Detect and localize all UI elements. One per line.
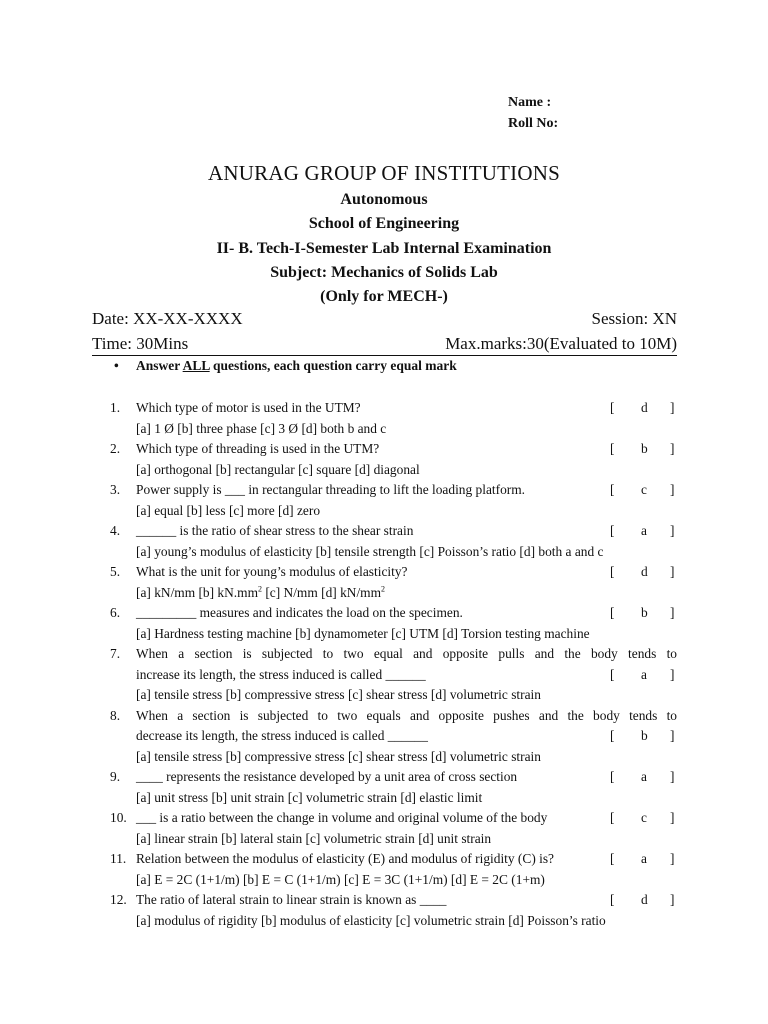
options-part-1: [a] kN/mm [b] kN.mm — [136, 584, 258, 600]
answer-value: a — [641, 523, 647, 538]
question-list — [0, 398, 768, 931]
answer-value: d — [641, 400, 648, 415]
answer-value: a — [641, 851, 647, 866]
exam-time: Time: 30Mins — [92, 334, 189, 353]
exam-header — [0, 158, 768, 309]
answer-open-bracket: [ — [610, 605, 615, 620]
answer-open-bracket: [ — [610, 851, 615, 866]
question-item — [0, 706, 768, 768]
question-number: 4. — [110, 523, 121, 538]
question-item — [0, 603, 768, 644]
question-text: Which type of threading is used in the UTM? — [136, 441, 380, 456]
answer-open-bracket: [ — [610, 441, 615, 456]
question-text: Which type of motor is used in the UTM? — [136, 400, 361, 415]
question-item — [0, 808, 768, 849]
roll-no-label: Roll No: — [508, 116, 559, 131]
question-number: 5. — [110, 564, 121, 579]
question-number: 7. — [110, 646, 121, 661]
answer-value: c — [641, 810, 647, 825]
question-item — [0, 849, 768, 890]
answer-close-bracket: ] — [670, 523, 675, 538]
answer-open-bracket: [ — [610, 482, 615, 497]
answer-open-bracket: [ — [610, 769, 615, 784]
answer-open-bracket: [ — [610, 523, 615, 538]
question-item — [0, 644, 768, 706]
answer-value: d — [641, 564, 648, 579]
answer-value: c — [641, 482, 647, 497]
options-part-2: [c] N/mm [d] kN/mm — [261, 584, 381, 600]
answer-close-bracket: ] — [670, 605, 675, 620]
answer-open-bracket: [ — [610, 564, 615, 579]
question-options: [a] Hardness testing machine [b] dynamometer [c] UTM [d] Torsion testing machine — [136, 625, 590, 641]
exam-date: Date: XX-XX-XXXX — [92, 309, 243, 328]
question-text: Relation between the modulus of elasticity (E) and modulus of rigidity (C) is? — [136, 851, 554, 866]
answer-open-bracket: [ — [610, 810, 615, 825]
answer-close-bracket: ] — [670, 482, 675, 497]
question-item — [0, 767, 768, 808]
answer-open-bracket: [ — [610, 892, 615, 907]
question-options: [a] modulus of rigidity [b] modulus of elasticity [c] volumetric strain [d] Poisson’s ratio — [136, 912, 606, 928]
question-number: 8. — [110, 707, 121, 723]
question-options: [a] E = 2C (1+1/m) [b] E = C (1+1/m) [c] E = 3C (1+1/m) [d] E = 2C (1+m) — [136, 871, 545, 887]
question-text: _________ measures and indicates the load on the specimen. — [136, 605, 463, 620]
answer-open-bracket: [ — [610, 400, 615, 415]
answer-value: a — [641, 666, 647, 682]
header-line-autonomous: Autonomous — [340, 191, 428, 208]
max-marks: Max.marks:30(Evaluated to 10M) — [445, 334, 677, 353]
question-options: [a] unit stress [b] unit strain [c] volumetric strain [d] elastic limit — [136, 789, 483, 805]
question-options: [a] tensile stress [b] compressive stress [c] shear stress [d] volumetric strain — [136, 687, 541, 702]
student-meta — [508, 92, 558, 134]
instruction-after: questions, each question carry equal mark — [209, 358, 457, 373]
question-text: When a section is subjected to two equal and opposite pulls and the body tends to — [136, 646, 677, 661]
bullet: • — [114, 358, 119, 373]
question-item — [0, 562, 768, 603]
answer-value: d — [641, 892, 648, 907]
superscript-2: 2 — [381, 584, 385, 594]
time-marks-row — [92, 334, 677, 356]
question-text: The ratio of lateral strain to linear strain is known as ____ — [136, 892, 447, 907]
question-item — [0, 521, 768, 562]
question-text: ____ represents the resistance developed by a unit area of cross section — [136, 769, 518, 784]
question-options: [a] linear strain [b] lateral stain [c] volumetric strain [d] unit strain — [136, 830, 492, 846]
institution-title: ANURAG GROUP OF INSTITUTIONS — [208, 161, 560, 185]
answer-open-bracket: [ — [610, 728, 615, 743]
answer-value: b — [641, 605, 648, 620]
question-text: What is the unit for young’s modulus of elasticity? — [136, 564, 408, 579]
question-options: [a] tensile stress [b] compressive stress [c] shear stress [d] volumetric strain — [136, 748, 541, 764]
question-number: 9. — [110, 769, 121, 784]
instruction-emphasis: ALL — [182, 358, 210, 373]
question-number: 2. — [110, 441, 121, 456]
superscript-2: 2 — [257, 584, 262, 594]
question-number: 3. — [110, 482, 121, 497]
answer-close-bracket: ] — [670, 666, 675, 682]
instruction-before: Answer — [136, 358, 183, 373]
name-label: Name : — [508, 95, 552, 110]
question-text-continued: increase its length, the stress induced is called ______ — [136, 666, 426, 682]
header-line-branch: (Only for MECH-) — [320, 288, 448, 306]
header-line-exam: II- B. Tech-I-Semester Lab Internal Examination — [216, 239, 552, 257]
question-number: 1. — [110, 400, 121, 415]
answer-open-bracket: [ — [610, 666, 615, 682]
answer-close-bracket: ] — [670, 892, 675, 907]
question-item — [0, 890, 768, 931]
question-options: [a] equal [b] less [c] more [d] zero — [136, 502, 321, 518]
date-session-row — [92, 309, 677, 329]
question-options: [a] orthogonal [b] rectangular [c] square [d] diagonal — [136, 461, 420, 477]
header-line-school: School of Engineering — [308, 215, 460, 233]
question-item — [0, 480, 768, 521]
question-item — [0, 439, 768, 480]
question-number: 12. — [110, 892, 127, 907]
answer-value: b — [641, 728, 648, 743]
exam-session: Session: XN — [591, 309, 677, 328]
question-item — [0, 398, 768, 439]
answer-close-bracket: ] — [670, 400, 675, 415]
header-line-subject: Subject: Mechanics of Solids Lab — [270, 263, 498, 281]
question-text: ___ is a ratio between the change in volume and original volume of the body — [136, 810, 548, 825]
question-number: 6. — [110, 605, 121, 620]
answer-close-bracket: ] — [670, 564, 675, 579]
question-number: 10. — [110, 810, 127, 825]
answer-value: a — [641, 769, 647, 784]
answer-close-bracket: ] — [670, 810, 675, 825]
answer-close-bracket: ] — [670, 441, 675, 456]
question-text: Power supply is ___ in rectangular threading to lift the loading platform. — [136, 482, 525, 497]
question-options — [136, 583, 385, 604]
question-options: [a] 1 Ø [b] three phase [c] 3 Ø [d] both b and c — [136, 420, 387, 436]
question-text: ______ is the ratio of shear stress to the shear strain — [136, 523, 414, 538]
question-number: 11. — [110, 851, 127, 866]
question-text: When a section is subjected to two equals and opposite pushes and the body tends to — [136, 707, 677, 723]
question-options: [a] young’s modulus of elasticity [b] tensile strength [c] Poisson’s ratio [d] both a and c — [136, 543, 604, 559]
answer-close-bracket: ] — [670, 851, 675, 866]
answer-close-bracket: ] — [670, 728, 675, 743]
answer-value: b — [641, 441, 648, 456]
answer-close-bracket: ] — [670, 769, 675, 784]
question-text-continued: decrease its length, the stress induced is called ______ — [136, 728, 428, 743]
